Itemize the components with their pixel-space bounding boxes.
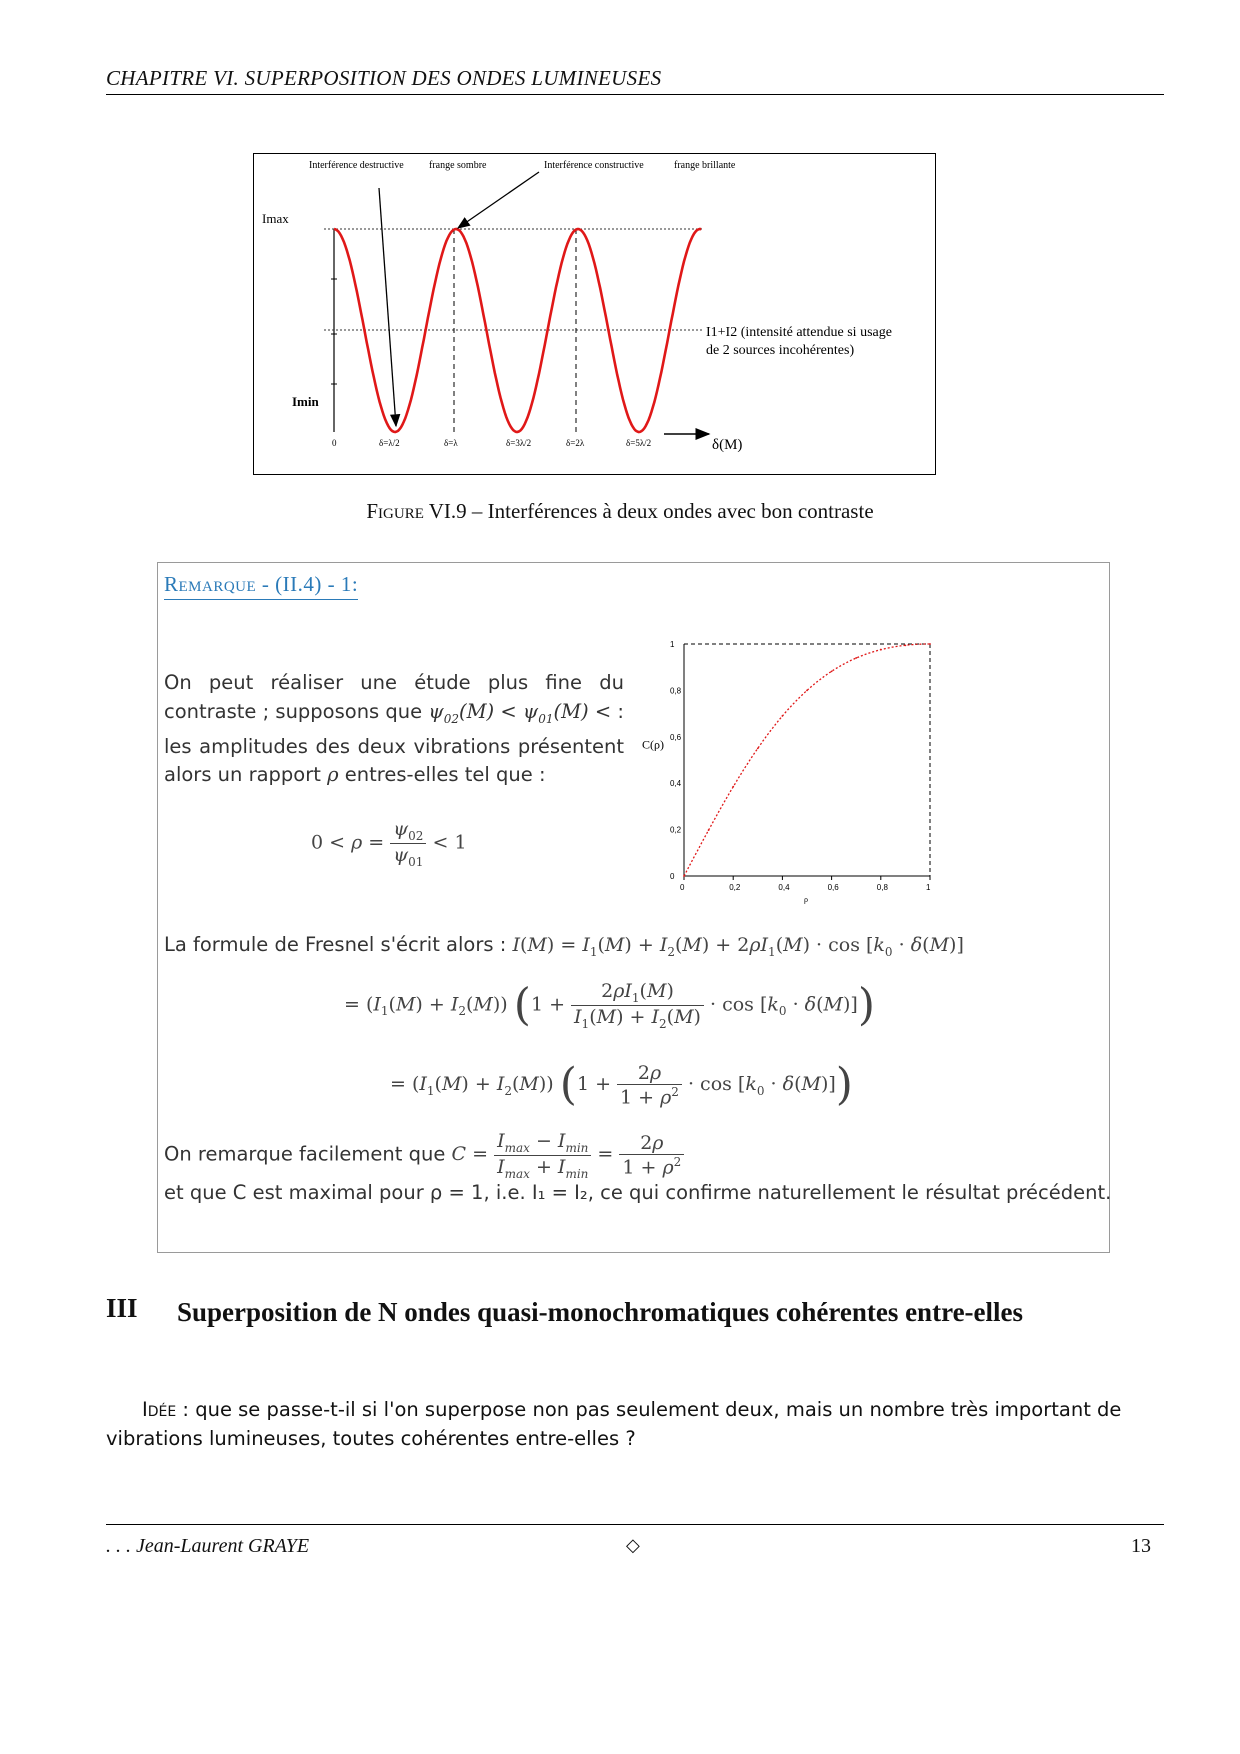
tick-3-half-lambda: δ=3λ/2 [506, 438, 532, 448]
header-rule [106, 94, 1164, 95]
contrast-point [732, 786, 734, 788]
contrast-line: On remarque facilement que C = $\frac{I_{max} - I_{min}}{I_{max} + I_{min}}$ = $\frac{2\rho}{1 + \rho^2}$ [164, 1130, 684, 1181]
label-sum-2: de 2 sources incohérentes) [706, 343, 855, 358]
y-tick-label: 0,2 [670, 825, 682, 835]
remark-title: Remarque - (II.4) - 1: [164, 572, 358, 600]
contrast-point [757, 748, 759, 750]
tick-lambda: δ=λ [444, 438, 458, 448]
figure-caption [0, 499, 1240, 524]
equation-rho: 0 < ρ = $\frac{\psi_{02}}{\psi_{01}}$ < 1 [311, 818, 467, 869]
x-tick-label: 0 [680, 883, 685, 892]
y-tick-label: 0,4 [670, 779, 682, 789]
footer-diamond: ◇ [626, 1535, 640, 1555]
contrast-point [683, 875, 685, 877]
arrow-destructive [379, 188, 396, 426]
y-tick-label: 0 [670, 872, 675, 881]
page-number: 13 [1131, 1535, 1151, 1557]
conclusion-line: et que C est maximal pour ρ = 1, i.e. I₁ = I₂, ce qui confirme naturellement le résultat précédent. [164, 1181, 1112, 1204]
remark-paragraph: On peut réaliser une étude plus fine du contraste ; supposons que $\psi_{02}(M) < \psi_{01}(M)$ < : les amplitudes des deux vibrations présentent alors un rapport ρ entres-elles tel que : [164, 671, 624, 787]
contrast-point [708, 829, 710, 831]
contrast-curve [684, 644, 930, 876]
fresnel-intro: La formule de Fresnel s'écrit alors : [164, 933, 507, 956]
contrast-point [806, 690, 808, 692]
label-dark-fringe: frange sombre [429, 160, 487, 171]
contrast-point [855, 657, 857, 659]
tick-0: 0 [332, 438, 337, 448]
arrow-constructive [458, 172, 539, 228]
label-imax: Imax [262, 211, 289, 226]
x-tick-label: 0,4 [778, 883, 790, 892]
footer-author: . . . Jean-Laurent GRAYE [106, 1535, 310, 1557]
y-tick-label: 1 [670, 640, 675, 649]
remark-text-2: les amplitudes des deux vibrations présentent alors un rapport [164, 734, 624, 787]
x-tick-label: 0,8 [876, 883, 888, 892]
contrast-point [905, 644, 907, 646]
idea-text: : que se passe-t-il si l'on superpose non pas seulement deux, mais un nombre très important de vibrations lumineuses, toutes cohérentes entre-elles ? [106, 1398, 1122, 1450]
equation-line-2: = $(I_1(M) + I_2(M)) (1$ + $\frac{2\rho I_1(M)}{I_1(M) + I_2(M)}$ · $\cos [k_0 \cdot \delta(M)]$) [344, 979, 875, 1031]
contrast-intro: On remarque facilement que [164, 1142, 446, 1166]
interference-figure [253, 153, 936, 475]
footer-rule [106, 1524, 1164, 1525]
x-tick-label: 1 [926, 883, 931, 892]
tick-2-lambda: δ=2λ [566, 438, 585, 448]
running-header: CHAPITRE VI. SUPERPOSITION DES ONDES LUMINEUSES [106, 66, 662, 90]
caption-prefix: Figure VI.9 [366, 499, 467, 523]
contrast-point [929, 643, 931, 645]
x-axis-label: δ(M) [712, 437, 743, 453]
y-tick-label: 0,6 [670, 732, 682, 742]
idea-label: Idée [142, 1398, 177, 1421]
idea-paragraph [106, 1395, 1164, 1453]
section-number: III [106, 1293, 138, 1323]
chart-y-label: C(ρ) [642, 737, 664, 752]
label-destructive: Interférence destructive [309, 160, 404, 171]
label-imin: Imin [292, 394, 319, 409]
label-bright-fringe: frange brillante [674, 160, 736, 171]
contrast-point [831, 670, 833, 672]
x-tick-label: 0,6 [827, 883, 839, 892]
contrast-point [782, 715, 784, 717]
fresnel-line: La formule de Fresnel s'écrit alors : $I(M) = I_1(M) + I_2(M) + 2\rho I_1(M) \cdot \cos [k_0 \cdot \delta(M)]$ [164, 933, 964, 959]
label-constructive: Interférence constructive [544, 160, 644, 171]
contrast-chart [640, 632, 950, 904]
equation-line-3: = $(I_1(M) + I_2(M)) (1$ + $\frac{2\rho}{1 + \rho^2}$ · $\cos [k_0 \cdot \delta(M)]$) [390, 1059, 853, 1111]
contrast-point [880, 649, 882, 651]
label-sum: I1+I2 (intensité attendue si usage [706, 325, 892, 340]
contrast-chart-svg [640, 632, 950, 904]
x-tick-label: 0,2 [729, 883, 741, 892]
tick-5-half-lambda: δ=5λ/2 [626, 438, 652, 448]
chart-x-label: ρ [804, 895, 808, 904]
tick-half-lambda: δ=λ/2 [379, 438, 400, 448]
section-title: Superposition de N ondes quasi-monochromatiques cohérentes entre-elles [177, 1297, 1024, 1327]
interference-plot [254, 154, 937, 476]
caption-text: – Interférences à deux ondes avec bon contraste [466, 499, 874, 523]
remark-text-3: entres-elles tel que : [344, 763, 546, 787]
y-tick-label: 0,8 [670, 686, 682, 696]
remark-text-1: On peut réaliser une étude plus fine du contraste ; supposons que [164, 671, 624, 723]
